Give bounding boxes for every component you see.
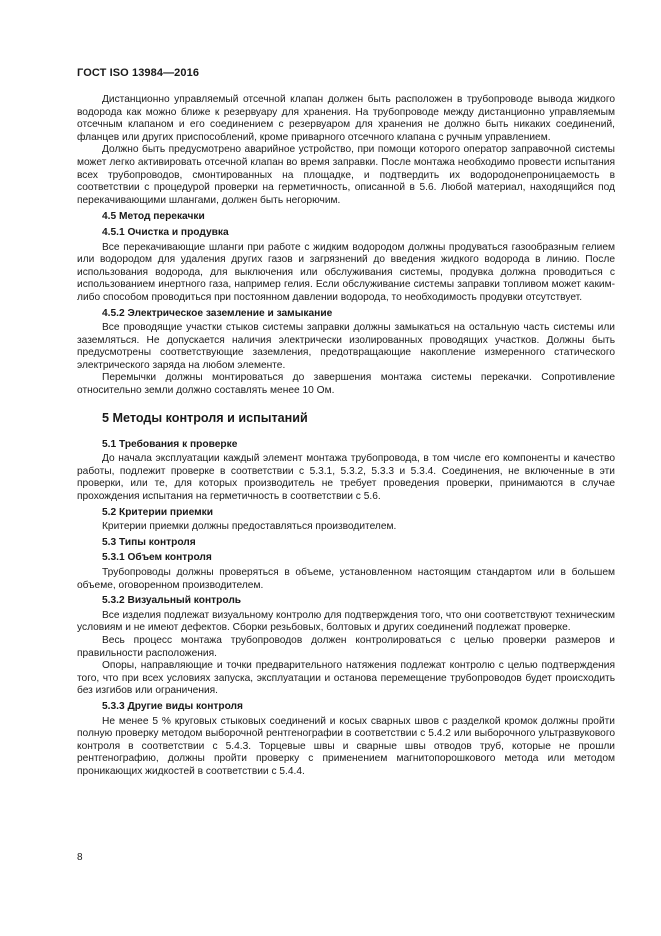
document-header: ГОСТ ISO 13984—2016 <box>77 67 200 79</box>
paragraph: Все проводящие участки стыков системы заправки должны замыкаться на остальную часть системы или заземляться. Не допускается наличия электрически изолированных проводящих участков. Должны быть предусмотрены соответствующие заземления, предотвращающие накопление измеренного статического электрического заряда на любом элементе. <box>77 322 615 371</box>
paragraph: Все перекачивающие шланги при работе с жидким водородом должны продуваться газообразным гелием или водородом для удаления других газов и загрязнений до введения жидкого водорода в линию. После использования водорода, для выключения или обслуживания системы, продувка должна проводиться с использованием инертного газа, например гелия. Если обслуживание системы заправки топливом может каким-либо способом проводиться при постоянном давлении водорода, то необходимость продувки отсутствует. <box>77 241 615 303</box>
paragraph: Все изделия подлежат визуальному контролю для подтверждения того, что они соответствуют техническим условиям и не имеют дефектов. Сборки резьбовых, болтовых и других соединений подлежат проверке. <box>77 609 615 634</box>
section-heading-5-3-2: 5.3.2 Визуальный контроль <box>102 595 242 607</box>
section-heading-5-3: 5.3 Типы контроля <box>102 536 196 548</box>
document-body <box>77 94 615 779</box>
paragraph: Дистанционно управляемый отсечной клапан должен быть расположен в трубопроводе вывода жидкого водорода как можно ближе к резервуару для хранения. На трубопроводе между дистанционно управляемым отсечным клапаном и его соединением с резервуаром для хранения не должно быть никаких соединений, фланцев или других приспособлений, кроме приварного отсечного клапана с ручным управлением. <box>77 94 615 143</box>
section-heading-5-2: 5.2 Критерии приемки <box>102 506 213 518</box>
section-heading-4-5-1: 4.5.1 Очистка и продувка <box>102 226 229 238</box>
page-number: 8 <box>77 852 83 863</box>
paragraph: Критерии приемки должны предоставляться производителем. <box>102 521 397 533</box>
paragraph: Весь процесс монтажа трубопроводов должен контролироваться с целью проверки размеров и правильности расположения. <box>77 634 615 659</box>
section-heading-5-1: 5.1 Требования к проверке <box>102 438 238 450</box>
paragraph: Должно быть предусмотрено аварийное устройство, при помощи которого оператор заправочной системы может легко активировать отсечной клапан во время заправки. После монтажа необходимо провести испытания всех трубопроводов, смонтированных на площадке, и подтвердить их водородонепроницаемость в соответствии с процедурой проверки на герметичность, описанной в 5.6. Любой материал, находящийся под перекачивающими шлангами, должен быть негорючим. <box>77 144 615 206</box>
section-heading-5-3-1: 5.3.1 Объем контроля <box>102 552 212 564</box>
paragraph: До начала эксплуатации каждый элемент монтажа трубопровода, в том числе его компоненты и качество работы, подлежит проверке в соответствии с 5.3.1, 5.3.2, 5.3.3 и 5.3.4. Соединения, не включенные в эти проверки, или те, для которых производитель не требует проведения проверки, принимаются в случае прохождения испытания на герметичность в соответствии с 5.6. <box>77 453 615 503</box>
chapter-heading-5: 5 Методы контроля и испытаний <box>102 410 308 425</box>
paragraph: Перемычки должны монтироваться до завершения монтажа системы перекачки. Сопротивление относительно земли должно составлять менее 10 Ом. <box>77 372 615 397</box>
paragraph: Опоры, направляющие и точки предварительного натяжения подлежат контролю с целью подтверждения того, что при всех условиях запуска, эксплуатации и останова перемещение трубопроводов будет происходить без изгибов или ограничения. <box>77 660 615 697</box>
paragraph: Трубопроводы должны проверяться в объеме, установленном настоящим стандартом или в большем объеме, оговоренном производителем. <box>77 567 615 591</box>
section-heading-4-5-2: 4.5.2 Электрическое заземление и замыкание <box>102 307 333 319</box>
paragraph: Не менее 5 % круговых стыковых соединений и косых сварных швов с разделкой кромок должны пройти полную проверку методом выборочной рентгенографии в соответствии с 5.4.2 или выборочного ультразвукового контроля в соответствии с 5.4.3. Торцевые швы и сварные швы отводов труб, которые не прошли рентгенографию, должны пройти проверку с применением магнитопорошкового метода или методом проникающих жидкостей в соответствии с 5.4.4. <box>77 715 615 777</box>
section-heading-4-5: 4.5 Метод перекачки <box>102 211 205 223</box>
section-heading-5-3-3: 5.3.3 Другие виды контроля <box>102 700 243 712</box>
